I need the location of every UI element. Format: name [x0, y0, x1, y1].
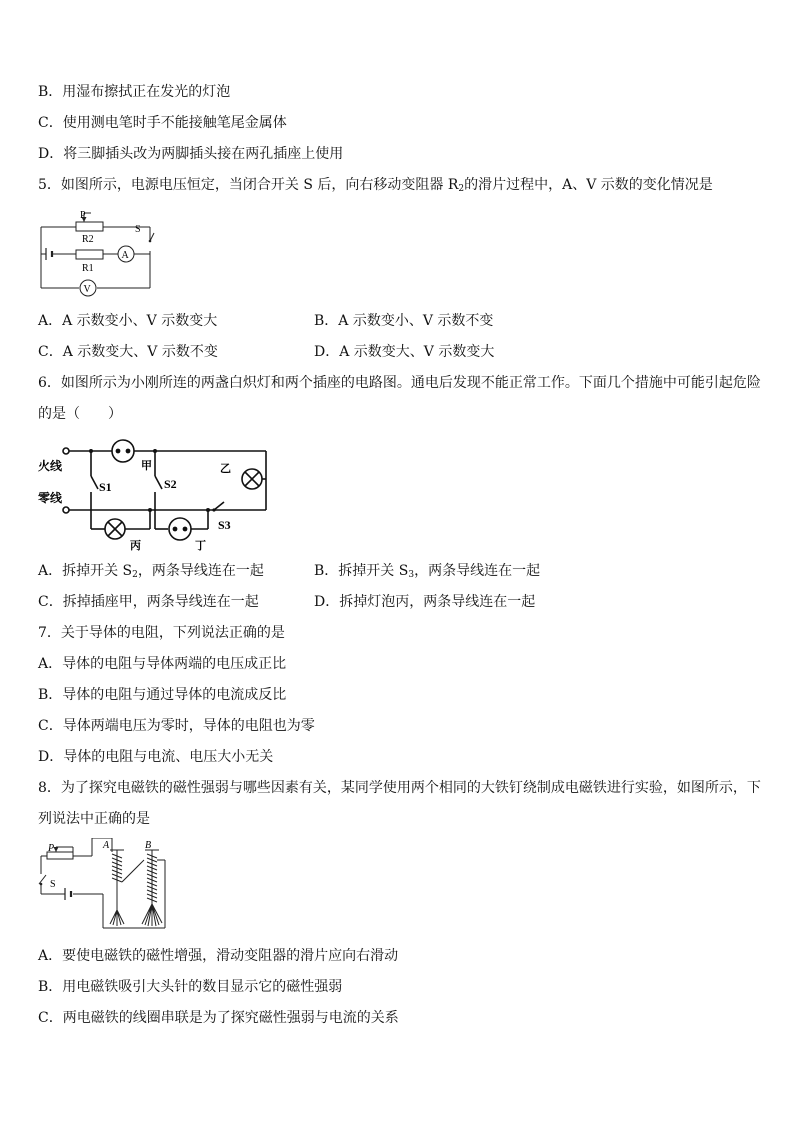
q6-label-s1: S1: [99, 480, 112, 494]
q5-label-p: P: [80, 210, 86, 221]
q6-option-b: [314, 562, 540, 584]
q4-option-d: D．将三脚插头改为两脚插头接在两孔插座上使用: [38, 146, 344, 162]
q6-label-jia: 甲: [141, 460, 152, 472]
q5-label-r1: R1: [82, 263, 94, 274]
q5-option-c: C．A 示数变大、V 示数不变: [38, 344, 218, 360]
q8-stem-line1: 8．为了探究电磁铁的磁性强弱与哪些因素有关，某同学使用两个相同的大铁钉绕制成电磁铁进行实验，如图所示，下: [38, 780, 761, 796]
q6-option-a-pre: A．拆掉开关 S: [38, 563, 133, 579]
q5-label-r2: R2: [82, 234, 94, 245]
q6-option-a-post: ，两条导线连在一起: [137, 563, 264, 579]
q6-label-yi: 乙: [220, 463, 231, 475]
q5-stem-sub: 2: [458, 184, 465, 194]
q4-option-c: C．使用测电笔时手不能接触笔尾金属体: [38, 115, 287, 131]
q6-label-s3: S3: [218, 518, 231, 532]
q7-option-b: B．导体的电阻与通过导体的电流成反比: [38, 687, 287, 703]
q6-option-c: C．拆掉插座甲，两条导线连在一起: [38, 594, 259, 610]
q5-option-b: B．A 示数变小、V 示数不变: [314, 313, 494, 329]
q8-electromagnet-figure: [36, 838, 176, 934]
q8-label-p: P: [48, 843, 55, 854]
q6-label-s2: S2: [164, 477, 177, 491]
q6-circuit-figure: [38, 434, 278, 554]
q4-option-b: B．用湿布擦拭正在发光的灯泡: [38, 84, 231, 100]
q5-option-d: D．A 示数变大、V 示数变大: [314, 344, 495, 360]
q6-option-a-sub: 2: [132, 570, 138, 580]
q6-option-b-post: ，两条导线连在一起: [414, 563, 541, 579]
q6-option-b-pre: B．拆掉开关 S: [314, 563, 409, 579]
q5-ammeter-label: A: [121, 250, 129, 261]
q6-label-neutral: 零线: [38, 491, 63, 505]
q6-label-live: 火线: [38, 459, 63, 473]
q5-stem-pre: 5．如图所示，电源电压恒定，当闭合开关 S 后，向右移动变阻器 R: [38, 177, 459, 193]
q6-stem-line1: 6．如图所示为小刚所连的两盏白炽灯和两个插座的电路图。通电后发现不能正常工作。下面几个措施中可能引起危险: [38, 375, 761, 391]
q5-circuit-figure: [36, 205, 156, 301]
q8-stem-line2: 列说法中正确的是: [38, 811, 150, 827]
q8-option-b: B．用电磁铁吸引大头针的数目显示它的磁性强弱: [38, 979, 343, 995]
q6-stem-line2: 的是（ ）: [38, 406, 122, 422]
q5-label-s: S: [135, 224, 141, 235]
q6-label-ding: 丁: [195, 540, 206, 552]
q6-label-bing: 丙: [130, 540, 141, 552]
q5-stem: [38, 176, 713, 198]
q8-option-a: A．要使电磁铁的磁性增强，滑动变阻器的滑片应向右滑动: [38, 948, 399, 964]
q7-option-a: A．导体的电阻与导体两端的电压成正比: [38, 656, 287, 672]
q6-option-b-sub: 3: [408, 570, 415, 580]
q5-voltmeter-label: V: [83, 284, 91, 295]
q6-option-a: [38, 562, 264, 584]
q8-option-c: C．两电磁铁的线圈串联是为了探究磁性强弱与电流的关系: [38, 1010, 399, 1026]
q8-label-b: B: [145, 840, 152, 851]
q8-label-a: A: [103, 840, 110, 851]
q8-label-s: S: [50, 879, 56, 890]
q5-option-a: A．A 示数变小、V 示数变大: [38, 313, 218, 329]
q7-stem: 7．关于导体的电阻，下列说法正确的是: [38, 625, 285, 641]
q7-option-c: C．导体两端电压为零时，导体的电阻也为零: [38, 718, 315, 734]
q7-option-d: D．导体的电阻与电流、电压大小无关: [38, 749, 274, 765]
q5-stem-post: 的滑片过程中，A、V 示数的变化情况是: [464, 177, 713, 193]
q6-option-d: D．拆掉灯泡丙，两条导线连在一起: [314, 594, 536, 610]
